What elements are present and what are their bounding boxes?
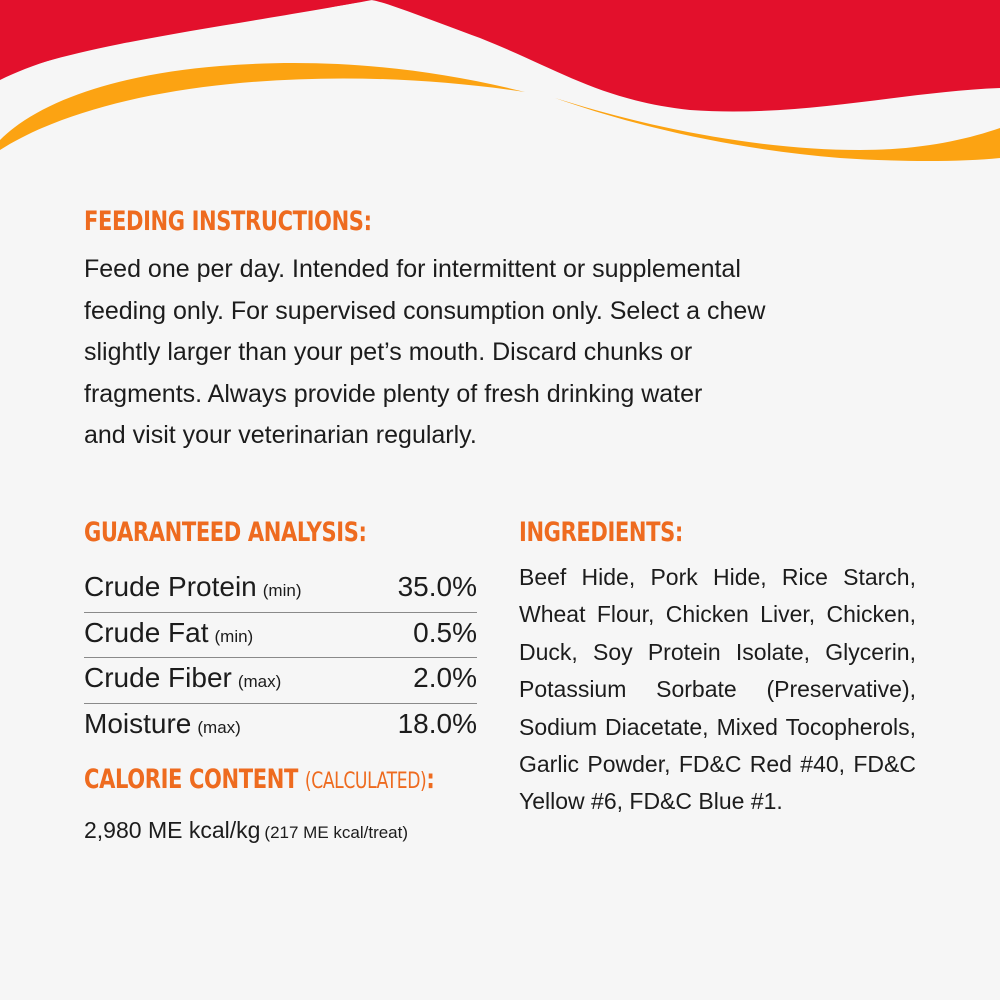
nutrient-value: 0.5% bbox=[413, 616, 477, 648]
nutrient-value: 2.0% bbox=[413, 662, 477, 693]
orange-wave-left bbox=[0, 63, 525, 150]
calorie-heading-sub: (CALCULATED) bbox=[304, 769, 427, 794]
table-row bbox=[84, 613, 477, 659]
calorie-per-kg: 2,980 ME kcal/kg bbox=[84, 817, 261, 843]
guaranteed-analysis-table bbox=[84, 567, 477, 749]
decorative-wave-banner bbox=[0, 0, 1000, 175]
table-row bbox=[84, 658, 477, 704]
table-row bbox=[84, 567, 477, 613]
feeding-line: Feed one per day. Intended for intermittent or supplemental bbox=[84, 255, 741, 283]
nutrient-name: Crude Fiber (max) bbox=[84, 662, 282, 693]
ingredients-heading: INGREDIENTS: bbox=[519, 517, 683, 548]
nutrient-qualifier: (min) bbox=[262, 581, 302, 600]
feeding-line: and visit your veterinarian regularly. bbox=[84, 421, 477, 449]
feeding-line: fragments. Always provide plenty of fresh drinking water bbox=[84, 379, 703, 408]
table-row bbox=[84, 704, 477, 750]
calorie-content-value bbox=[84, 817, 408, 844]
feeding-instructions-text bbox=[84, 249, 904, 457]
nutrient-qualifier: (max) bbox=[237, 672, 282, 691]
calorie-per-treat: (217 ME kcal/treat) bbox=[264, 823, 409, 842]
nutrient-qualifier: (min) bbox=[214, 626, 254, 646]
calorie-heading-main: CALORIE CONTENT bbox=[84, 764, 298, 795]
nutrient-value: 35.0% bbox=[397, 571, 477, 602]
nutrient-qualifier: (max) bbox=[197, 717, 241, 737]
feeding-line: slightly larger than your pet’s mouth. Discard chunks or bbox=[84, 338, 693, 366]
feeding-line: feeding only. For supervised consumption only. Select a chew bbox=[84, 296, 766, 325]
nutrient-value: 18.0% bbox=[397, 707, 477, 739]
feeding-instructions-heading: FEEDING INSTRUCTIONS: bbox=[84, 206, 372, 237]
calorie-heading-colon: : bbox=[426, 764, 435, 795]
nutrient-name: Crude Protein (min) bbox=[84, 571, 302, 602]
calorie-content-heading bbox=[84, 764, 434, 795]
ingredients-text: Beef Hide, Pork Hide, Rice Starch, Wheat Flour, Chicken Liver, Chicken, Duck, Soy Protein Isolate, Glycerin, Potassium Sorbate (Preservative), Sodium Diacetate, Mixed Tocopherols, Garlic Powder, FD&C Red #40, FD&C Yellow #6, FD&C Blue #1. bbox=[519, 564, 916, 815]
nutrient-name: Crude Fat (min) bbox=[84, 616, 254, 648]
guaranteed-analysis-heading: GUARANTEED ANALYSIS: bbox=[84, 517, 367, 548]
nutrient-name: Moisture (max) bbox=[84, 707, 241, 739]
